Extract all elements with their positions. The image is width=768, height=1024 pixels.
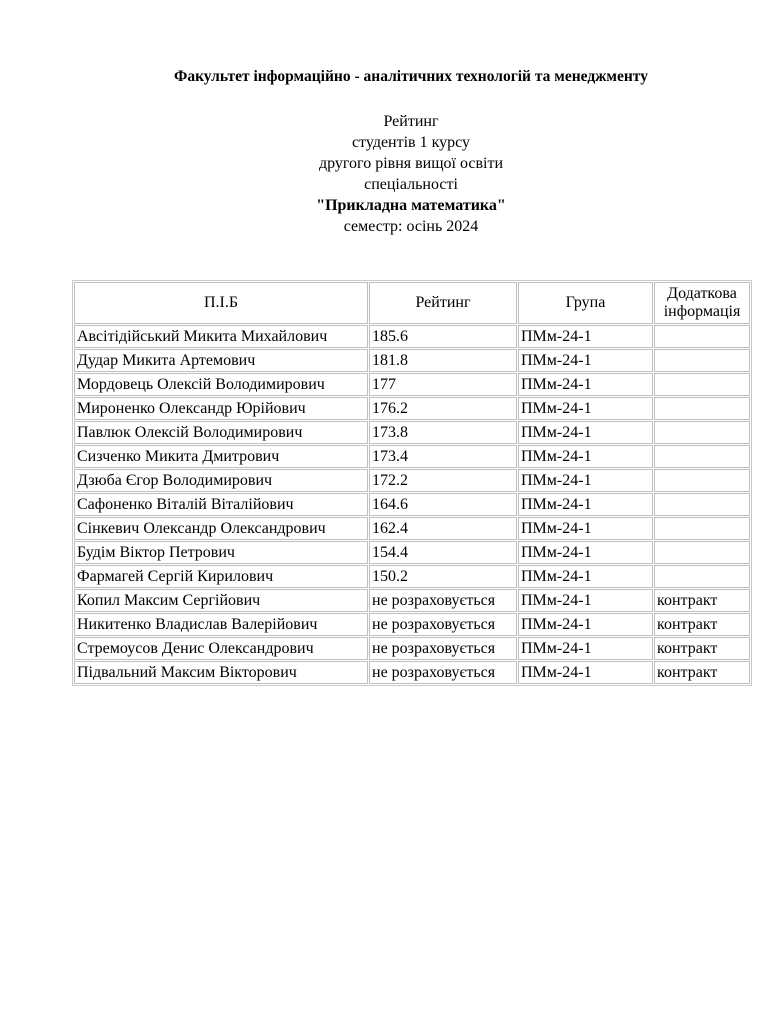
cell-score: 173.8: [369, 421, 517, 444]
cell-info: [654, 541, 750, 564]
column-header-info-line1: Додаткова: [667, 285, 737, 302]
column-header-name: П.І.Б: [74, 282, 368, 324]
cell-group: ПМм-24-1: [518, 469, 653, 492]
column-header-group: Група: [518, 282, 653, 324]
cell-info: [654, 349, 750, 372]
cell-info: [654, 397, 750, 420]
column-header-info-line2: інформація: [663, 303, 741, 320]
cell-score: 181.8: [369, 349, 517, 372]
column-header-info: [654, 282, 750, 324]
cell-name: Мордовець Олексій Володимирович: [74, 373, 368, 396]
education-level-line: другого рівня вищої освіти: [318, 155, 504, 172]
cell-name: Копил Максим Сергійович: [74, 589, 368, 612]
cell-score: не розраховується: [369, 613, 517, 636]
cell-info: [654, 493, 750, 516]
table-row: [74, 349, 750, 372]
cell-info: [654, 565, 750, 588]
cell-name: Авсітідійський Микита Михайлович: [74, 325, 368, 348]
cell-name: Стремоусов Денис Олександрович: [74, 637, 368, 660]
cell-score: 154.4: [369, 541, 517, 564]
table-header-row: [74, 282, 750, 324]
cell-group: ПМм-24-1: [518, 589, 653, 612]
cell-group: ПМм-24-1: [518, 661, 653, 684]
cell-name: Мироненко Олександр Юрійович: [74, 397, 368, 420]
specialty-name: "Прикладна математика": [316, 197, 506, 214]
cell-group: ПМм-24-1: [518, 373, 653, 396]
cell-group: ПМм-24-1: [518, 325, 653, 348]
faculty-title: Факультет інформаційно - аналітичних технологій та менеджменту: [174, 68, 648, 85]
cell-info: [654, 373, 750, 396]
table-row: [74, 325, 750, 348]
cell-group: ПМм-24-1: [518, 493, 653, 516]
cell-group: ПМм-24-1: [518, 613, 653, 636]
cell-name: Підвальний Максим Вікторович: [74, 661, 368, 684]
table-body: [74, 325, 750, 684]
cell-group: ПМм-24-1: [518, 421, 653, 444]
table-row: [74, 445, 750, 468]
cell-name: Будім Віктор Петрович: [74, 541, 368, 564]
cell-info: [654, 325, 750, 348]
specialty-label: спеціальності: [364, 176, 458, 193]
table-row: [74, 373, 750, 396]
table-row: [74, 421, 750, 444]
cell-score: 173.4: [369, 445, 517, 468]
cell-info: контракт: [654, 613, 750, 636]
cell-name: Фармагей Сергій Кирилович: [74, 565, 368, 588]
table-row: [74, 565, 750, 588]
cell-group: ПМм-24-1: [518, 445, 653, 468]
cell-name: Сафоненко Віталій Віталійович: [74, 493, 368, 516]
cell-group: ПМм-24-1: [518, 517, 653, 540]
table-row: [74, 661, 750, 684]
table-row: [74, 589, 750, 612]
cell-score: не розраховується: [369, 661, 517, 684]
cell-group: ПМм-24-1: [518, 397, 653, 420]
cell-score: 177: [369, 373, 517, 396]
cell-score: 172.2: [369, 469, 517, 492]
table-row: [74, 397, 750, 420]
cell-name: Сизченко Микита Дмитрович: [74, 445, 368, 468]
table-row: [74, 517, 750, 540]
cell-name: Павлюк Олексій Володимирович: [74, 421, 368, 444]
cell-score: 176.2: [369, 397, 517, 420]
cell-info: [654, 445, 750, 468]
rating-title: Рейтинг: [383, 113, 439, 130]
cell-info: [654, 517, 750, 540]
cell-name: Дудар Микита Артемович: [74, 349, 368, 372]
table-row: [74, 493, 750, 516]
cell-group: ПМм-24-1: [518, 565, 653, 588]
heading-block: [0, 111, 768, 237]
table-row: [74, 613, 750, 636]
rating-table: [72, 280, 752, 686]
cell-name: Дзюба Єгор Володимирович: [74, 469, 368, 492]
cell-score: 150.2: [369, 565, 517, 588]
semester-line: семестр: осінь 2024: [343, 218, 479, 235]
cell-group: ПМм-24-1: [518, 541, 653, 564]
cell-info: контракт: [654, 589, 750, 612]
cell-info: контракт: [654, 661, 750, 684]
column-header-score: Рейтинг: [369, 282, 517, 324]
cell-info: [654, 421, 750, 444]
cell-score: 185.6: [369, 325, 517, 348]
table-row: [74, 637, 750, 660]
cell-score: не розраховується: [369, 589, 517, 612]
cell-name: Сінкевич Олександр Олександрович: [74, 517, 368, 540]
cell-group: ПМм-24-1: [518, 637, 653, 660]
cell-score: 164.6: [369, 493, 517, 516]
cell-info: [654, 469, 750, 492]
cell-score: 162.4: [369, 517, 517, 540]
table-row: [74, 469, 750, 492]
cell-score: не розраховується: [369, 637, 517, 660]
cell-name: Никитенко Владислав Валерійович: [74, 613, 368, 636]
course-line: студентів 1 курсу: [351, 134, 471, 151]
table-row: [74, 541, 750, 564]
cell-info: контракт: [654, 637, 750, 660]
cell-group: ПМм-24-1: [518, 349, 653, 372]
